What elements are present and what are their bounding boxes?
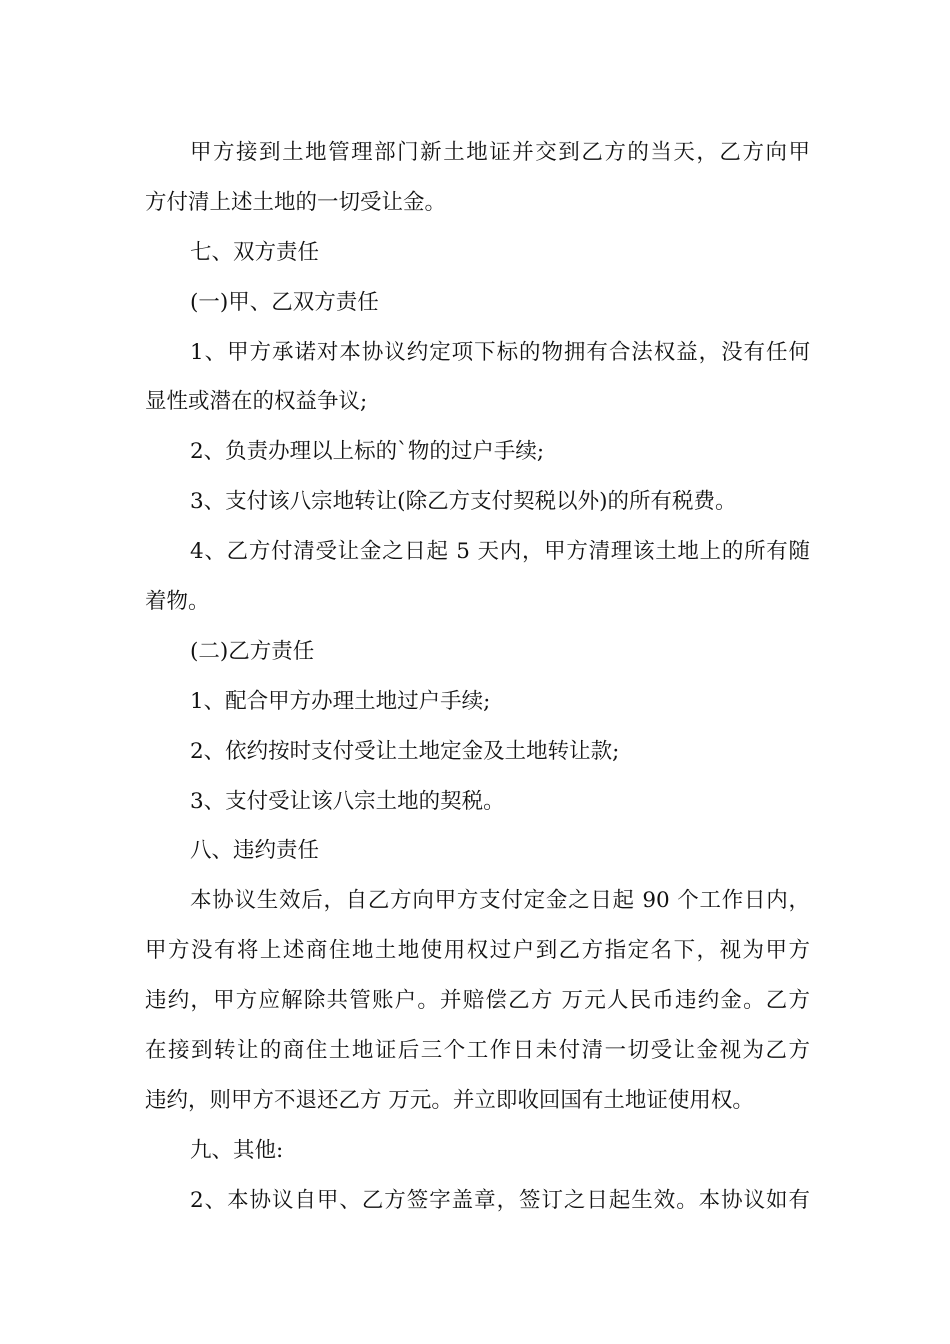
section-heading-breach: 八、违约责任: [190, 838, 320, 864]
list-item: [145, 527, 810, 627]
text-line: 显性或潜在的权益争议;: [145, 389, 368, 415]
paragraph-payment: [145, 128, 810, 228]
text-line: 在接到转让的商住土地证后三个工作日未付清一切受让金视为乙方: [145, 1038, 810, 1064]
text-line: 违约，则甲方不退还乙方 万元。并立即收回国有土地证使用权。: [145, 1087, 754, 1113]
list-item: [145, 328, 810, 428]
list-item: 3、支付受让该八宗土地的契税。: [190, 788, 505, 814]
text-line: 甲方没有将上述商住地土地使用权过户到乙方指定名下，视为甲方: [145, 938, 810, 964]
list-item: 2、本协议自甲、乙方签字盖章，签订之日起生效。本协议如有: [190, 1187, 810, 1213]
paragraph-breach: [145, 876, 810, 1125]
text-line: 甲方接到土地管理部门新土地证并交到乙方的当天，乙方向甲: [190, 140, 810, 165]
text-line: 违约，甲方应解除共管账户。并赔偿乙方 万元人民币违约金。乙方: [145, 988, 810, 1014]
text-line: 4、乙方付清受让金之日起 5 天内，甲方清理该土地上的所有随: [190, 539, 810, 565]
document-body: [145, 128, 810, 1226]
subsection-heading-both-parties: (一)甲、乙双方责任: [190, 289, 379, 315]
list-item: 1、配合甲方办理土地过户手续;: [190, 688, 491, 714]
list-item: 2、依约按时支付受让土地定金及土地转让款;: [190, 738, 620, 764]
list-item: 2、负责办理以上标的`物的过户手续;: [190, 439, 545, 465]
text-line: 着物。: [145, 589, 210, 615]
section-heading-responsibilities: 七、双方责任: [190, 239, 320, 265]
section-heading-other: 九、其他:: [190, 1137, 284, 1163]
subsection-heading-party-b: (二)乙方责任: [190, 638, 315, 664]
list-item: 3、支付该八宗地转让(除乙方支付契税以外)的所有税费。: [190, 489, 737, 515]
text-line: 本协议生效后，自乙方向甲方支付定金之日起 90 个工作日内，: [190, 888, 810, 914]
text-line: 方付清上述土地的一切受让金。: [145, 189, 447, 215]
text-line: 1、甲方承诺对本协议约定项下标的物拥有合法权益，没有任何: [190, 339, 810, 365]
